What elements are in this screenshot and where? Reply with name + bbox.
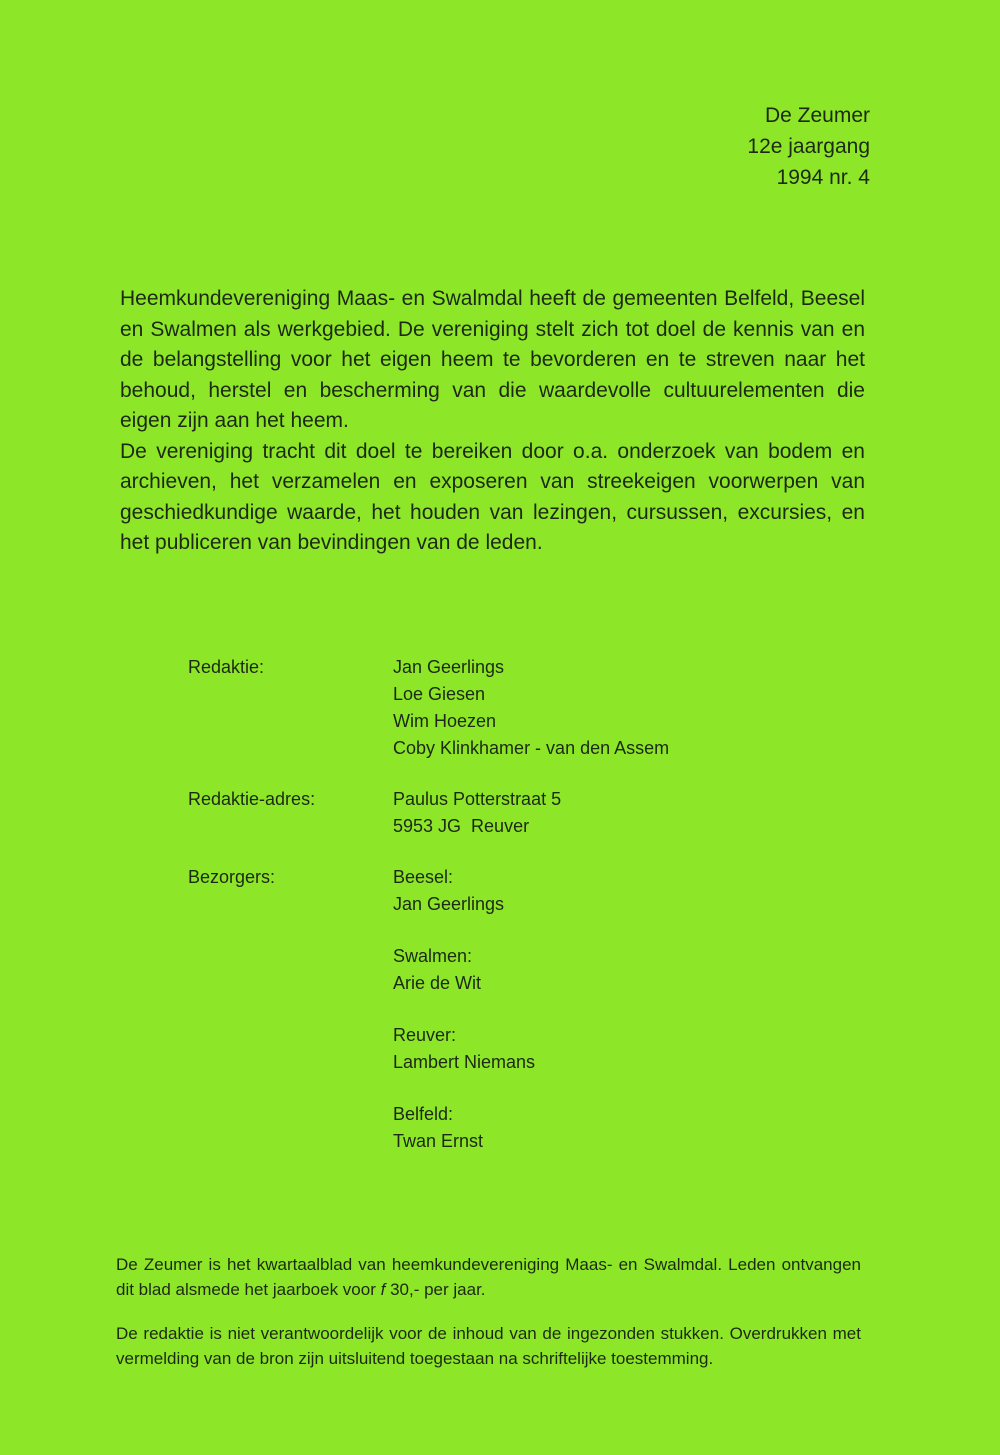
redaktie-row <box>188 654 788 762</box>
carrier-place: Reuver: <box>393 1025 457 1045</box>
currency-symbol: f <box>380 1279 386 1299</box>
publication-issue: 1994 nr. 4 <box>776 166 870 189</box>
publication-title: De Zeumer <box>764 104 870 127</box>
redaktie-adres-label: Redaktie-adres: <box>188 789 316 809</box>
bezorgers-row <box>188 864 788 1155</box>
redaktie-adres-row <box>188 786 788 840</box>
masthead <box>747 100 870 193</box>
intro-text <box>120 284 865 559</box>
intro-paragraph-1: Heemkundevereniging Maas- en Swalmdal heeft de gemeenten Belfeld, Beesel en Swalmen als werkgebied. De vereniging stelt zich tot doel de kennis van en de belangstelling voor het eigen heem te bevorderen en te streven naar het behoud, herstel en bescherming van die waardevolle cultuurelementen die eigen zijn aan het heem. <box>120 287 865 432</box>
carrier-group <box>393 1101 535 1155</box>
carrier-name: Jan Geerlings <box>393 894 505 914</box>
address-city: 5953 JG Reuver <box>393 816 530 836</box>
carrier-place: Beesel: <box>393 867 454 887</box>
redaktie-label: Redaktie: <box>188 657 265 677</box>
editor-name: Coby Klinkhamer - van den Assem <box>393 738 670 758</box>
carrier-place: Belfeld: <box>393 1104 454 1124</box>
editor-name: Loe Giesen <box>393 684 486 704</box>
redaktie-names <box>393 654 669 762</box>
address-street: Paulus Potterstraat 5 <box>393 789 562 809</box>
carrier-name: Lambert Niemans <box>393 1052 536 1072</box>
footer-notes <box>116 1253 861 1371</box>
subscription-price: 30,- per jaar. <box>385 1279 486 1299</box>
editor-name: Jan Geerlings <box>393 657 505 677</box>
disclaimer-note: De redaktie is niet verantwoordelijk voor de inhoud van de ingezonden stukken. Overdrukken met vermelding van de bron zijn uitsluitend toegestaan na schriftelijke toestemming. <box>116 1324 861 1368</box>
carrier-group <box>393 943 535 997</box>
carrier-group <box>393 864 535 918</box>
intro-paragraph-2: De vereniging tracht dit doel te bereiken door o.a. onderzoek van bodem en archieven, het verzamelen en exposeren van streekeigen voorwerpen van geschiedkundige waarde, het houden van lezingen, cursussen, excursies, en het publiceren van bevindingen van de leden. <box>120 439 865 554</box>
publication-volume: 12e jaargang <box>747 135 870 158</box>
carrier-name: Arie de Wit <box>393 973 482 993</box>
carrier-place: Swalmen: <box>393 946 473 966</box>
bezorgers-list <box>393 864 535 1155</box>
credits-block <box>188 654 788 1155</box>
carrier-group <box>393 1022 535 1076</box>
editor-name: Wim Hoezen <box>393 711 497 731</box>
redaktie-adres <box>393 786 561 840</box>
subscription-note <box>116 1253 861 1302</box>
subscription-text: De Zeumer is het kwartaalblad van heemkundevereniging Maas- en Swalmdal. Leden ontvangen dit blad alsmede het jaarboek voor <box>116 1255 861 1299</box>
bezorgers-label: Bezorgers: <box>188 867 276 887</box>
carrier-name: Twan Ernst <box>393 1131 484 1151</box>
